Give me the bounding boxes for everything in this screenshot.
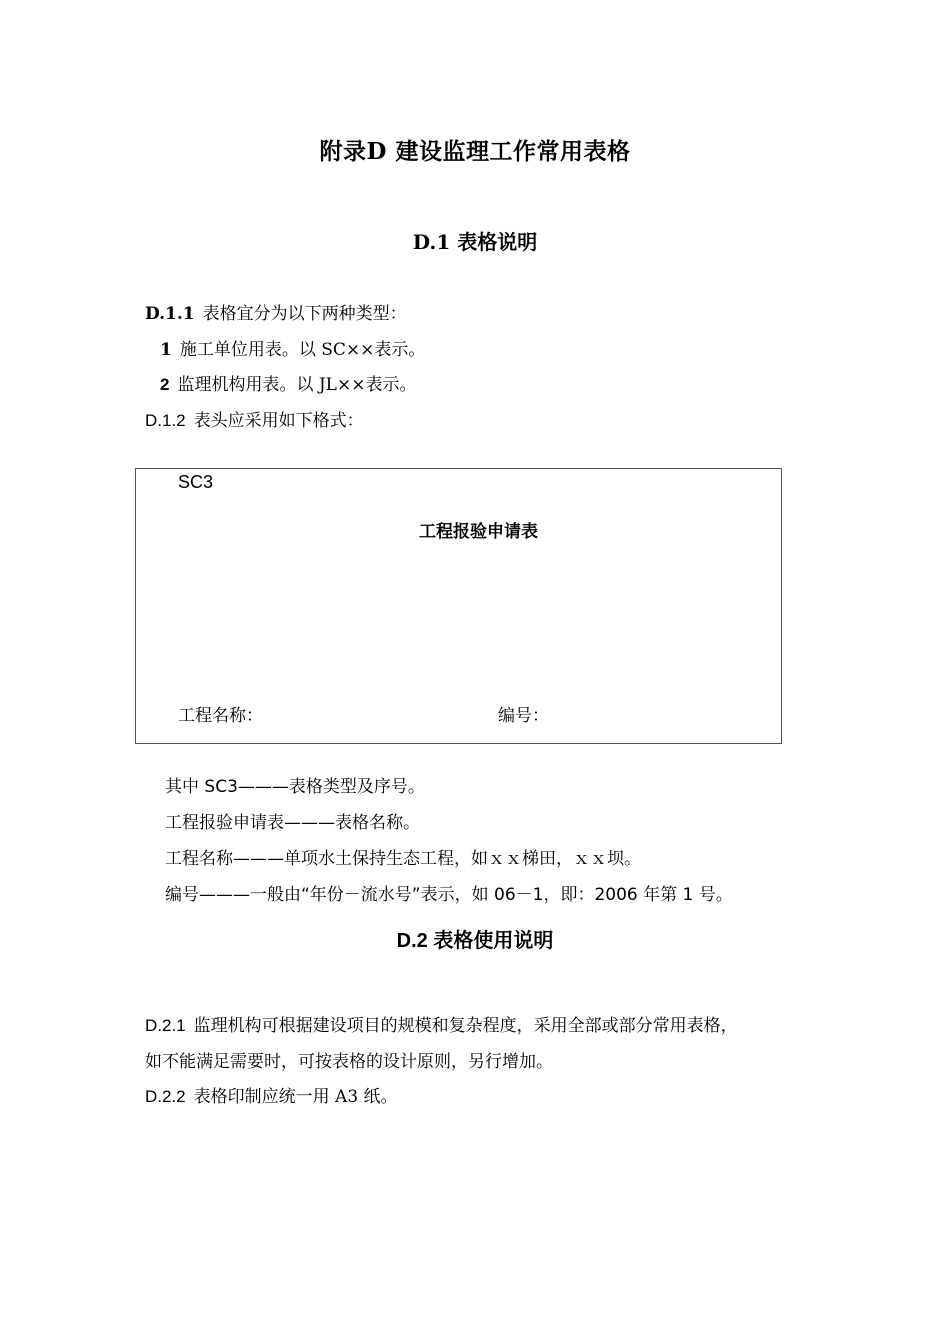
sample-form-title: 工程报验申请表: [419, 522, 538, 542]
list-item-2: [160, 374, 416, 396]
list-item-2-text: 监理机构用表。以 JL××表示。: [177, 375, 417, 395]
sample-form-code: SC3: [178, 472, 214, 492]
section-d2-title: D.2 表格使用说明: [396, 930, 554, 952]
clause-d222-number: D.2.2: [145, 1087, 186, 1106]
list-item-1-number: 1: [160, 340, 172, 360]
document-title: 附录D 建设监理工作常用表格: [319, 138, 631, 165]
clause-d221: [145, 1015, 738, 1037]
clause-d112-number: D.1.2: [145, 411, 186, 430]
sample-project-name-label: 工程名称：: [178, 706, 263, 726]
clause-d112: [145, 410, 364, 432]
section-d1-title: D.1 表格说明: [412, 230, 538, 254]
sample-table-header: [135, 468, 782, 744]
clause-d111-number: D.1.1: [145, 304, 195, 324]
clause-d111: [145, 303, 407, 325]
clause-d111-text: 表格宜分为以下两种类型：: [202, 304, 407, 324]
explanation-project-name: 工程名称———单项水土保持生态工程，如ｘｘ梯田，ｘｘ坝。: [165, 849, 641, 869]
clause-d221-continuation: 如不能满足需要时，可按表格的设计原则，另行增加。: [145, 1052, 553, 1072]
clause-d112-text: 表头应采用如下格式：: [193, 411, 364, 431]
explanation-code: 其中 SC3———表格类型及序号。: [165, 777, 425, 797]
list-item-2-number: 2: [160, 375, 170, 394]
list-item-1-text: 施工单位用表。以 SC××表示。: [179, 340, 426, 360]
explanation-form-name: 工程报验申请表———表格名称。: [165, 813, 420, 833]
clause-d222: [145, 1086, 398, 1108]
clause-d222-text: 表格印制应统一用 A3 纸。: [193, 1087, 398, 1107]
clause-d221-number: D.2.1: [145, 1016, 186, 1035]
explanation-number: 编号———一般由“年份－流水号”表示，如 06－1，即：2006 年第 1 号。: [165, 885, 733, 905]
sample-number-label: 编号：: [498, 706, 549, 726]
list-item-1: [160, 339, 425, 361]
clause-d221-text-line1: 监理机构可根据建设项目的规模和复杂程度，采用全部或部分常用表格，: [193, 1016, 738, 1036]
